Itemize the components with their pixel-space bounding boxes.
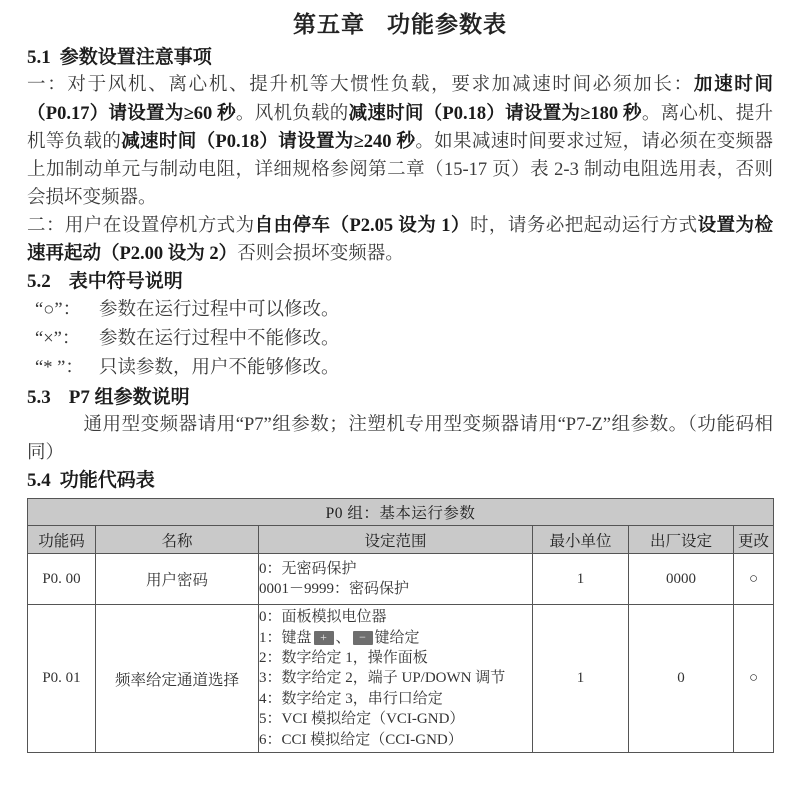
range-line: 6：CCI 模拟给定（CCI-GND） (259, 731, 463, 748)
chapter-title (27, 11, 773, 40)
section-title-5-1: 参数设置注意事项 (59, 46, 212, 68)
section-5-3-text: 通用型变频器请用“P7”组参数；注塑机专用型变频器请用“P7-Z”组参数。（功能码相同） (27, 415, 773, 464)
range-line: 5：VCI 模拟给定（VCI-GND） (259, 711, 465, 728)
range-line-keys (259, 628, 532, 648)
cell-code-p0-00: P0. 00 (28, 554, 96, 605)
symbol-circle-desc: 参数在运行过程中可以修改。 (99, 299, 340, 320)
cell-name-p0-00: 用户密码 (96, 554, 259, 605)
function-code-table-wrapper (0, 498, 800, 753)
cell-change-p0-00: ○ (734, 554, 774, 605)
keys-line-suffix: 键给定 (374, 629, 420, 646)
cell-default-p0-01: 0 (629, 605, 734, 753)
symbol-item-cross (27, 325, 773, 354)
range-line: 2：数字给定 1，操作面板 (259, 650, 428, 667)
symbol-cross-desc: 参数在运行过程中不能修改。 (99, 329, 340, 350)
section-title-5-2: 表中符号说明 (68, 271, 183, 293)
cell-default-p0-00: 0000 (629, 554, 734, 605)
cell-unit-p0-01: 1 (533, 605, 629, 753)
symbol-asterisk-glyph: “* ”： (35, 358, 84, 379)
section-heading-5-2 (27, 270, 773, 295)
chapter-title-left: 第五章 (293, 12, 365, 37)
function-code-table (27, 498, 774, 753)
table-row (28, 554, 774, 605)
symbol-item-asterisk (27, 354, 773, 383)
cell-range-p0-01 (259, 605, 533, 753)
section-heading-5-1 (27, 46, 773, 71)
section-title-5-3: P7 组参数说明 (68, 386, 190, 408)
table-row (28, 605, 774, 753)
section-number-5-3: 5.3 (27, 386, 51, 408)
section-heading-5-4 (27, 469, 773, 494)
range-line: 4：数字给定 3，串行口给定 (259, 690, 443, 707)
column-header-default: 出厂设定 (629, 526, 734, 554)
section-title-5-4: 功能代码表 (59, 470, 155, 492)
cell-range-p0-00 (259, 554, 533, 605)
cell-name-p0-01: 频率给定通道选择 (96, 605, 259, 753)
symbol-asterisk-desc: 只读参数，用户不能够修改。 (99, 358, 340, 379)
table-group-title: P0 组：基本运行参数 (28, 499, 774, 526)
section-number-5-4: 5.4 (27, 470, 51, 492)
symbol-circle-glyph: “○”： (35, 299, 82, 320)
column-header-code: 功能码 (28, 526, 96, 554)
section-number-5-1: 5.1 (27, 46, 51, 68)
keys-line-separator: 、 (335, 629, 351, 646)
table-header-row (28, 526, 774, 554)
chapter-title-right: 功能参数表 (387, 12, 507, 37)
column-header-range: 设定范围 (259, 526, 533, 554)
section-number-5-2: 5.2 (27, 271, 51, 293)
section-heading-5-3 (27, 386, 773, 411)
table-group-title-row (28, 499, 774, 526)
section-5-1-paragraph-1: 一：对于风机、离心机、提升机等大惯性负载，要求加减速时间必须加长：加速时间（P0.17）请设置为≥60 秒。风机负载的减速时间（P0.18）请设置为≥180 秒。离心机、提升机等负载的减速时间（P0.18）请设置为≥240 秒。如果减速时间要求过短，请必须在变频器上加制动单元与制动电阻，详细规格参阅第二章（15-17 页）表 2-3 制动电阻选用表，否则会损坏变频器。 (27, 75, 773, 208)
plus-key-icon: + (314, 631, 334, 645)
minus-key-icon: − (353, 631, 373, 645)
cell-unit-p0-00: 1 (533, 554, 629, 605)
column-header-change: 更改 (734, 526, 774, 554)
range-line: 0001－9999：密码保护 (259, 581, 410, 598)
section-5-3-paragraph (27, 411, 773, 467)
keys-line-prefix: 1：键盘 (259, 629, 312, 646)
cell-change-p0-01: ○ (734, 605, 774, 753)
range-line: 0：面板模拟电位器 (259, 609, 387, 626)
range-line: 0：无密码保护 (259, 560, 357, 577)
symbol-item-circle (27, 296, 773, 325)
column-header-name: 名称 (96, 526, 259, 554)
column-header-unit: 最小单位 (533, 526, 629, 554)
symbol-cross-glyph: “×”： (35, 329, 81, 350)
cell-code-p0-01: P0. 01 (28, 605, 96, 753)
range-line: 3：数字给定 2，端子 UP/DOWN 调节 (259, 670, 506, 687)
section-5-1-paragraph-2: 二：用户在设置停机方式为自由停车（P2.05 设为 1）时，请务必把起动运行方式设置为检速再起动（P2.00 设为 2）否则会损坏变频器。 (27, 215, 773, 265)
